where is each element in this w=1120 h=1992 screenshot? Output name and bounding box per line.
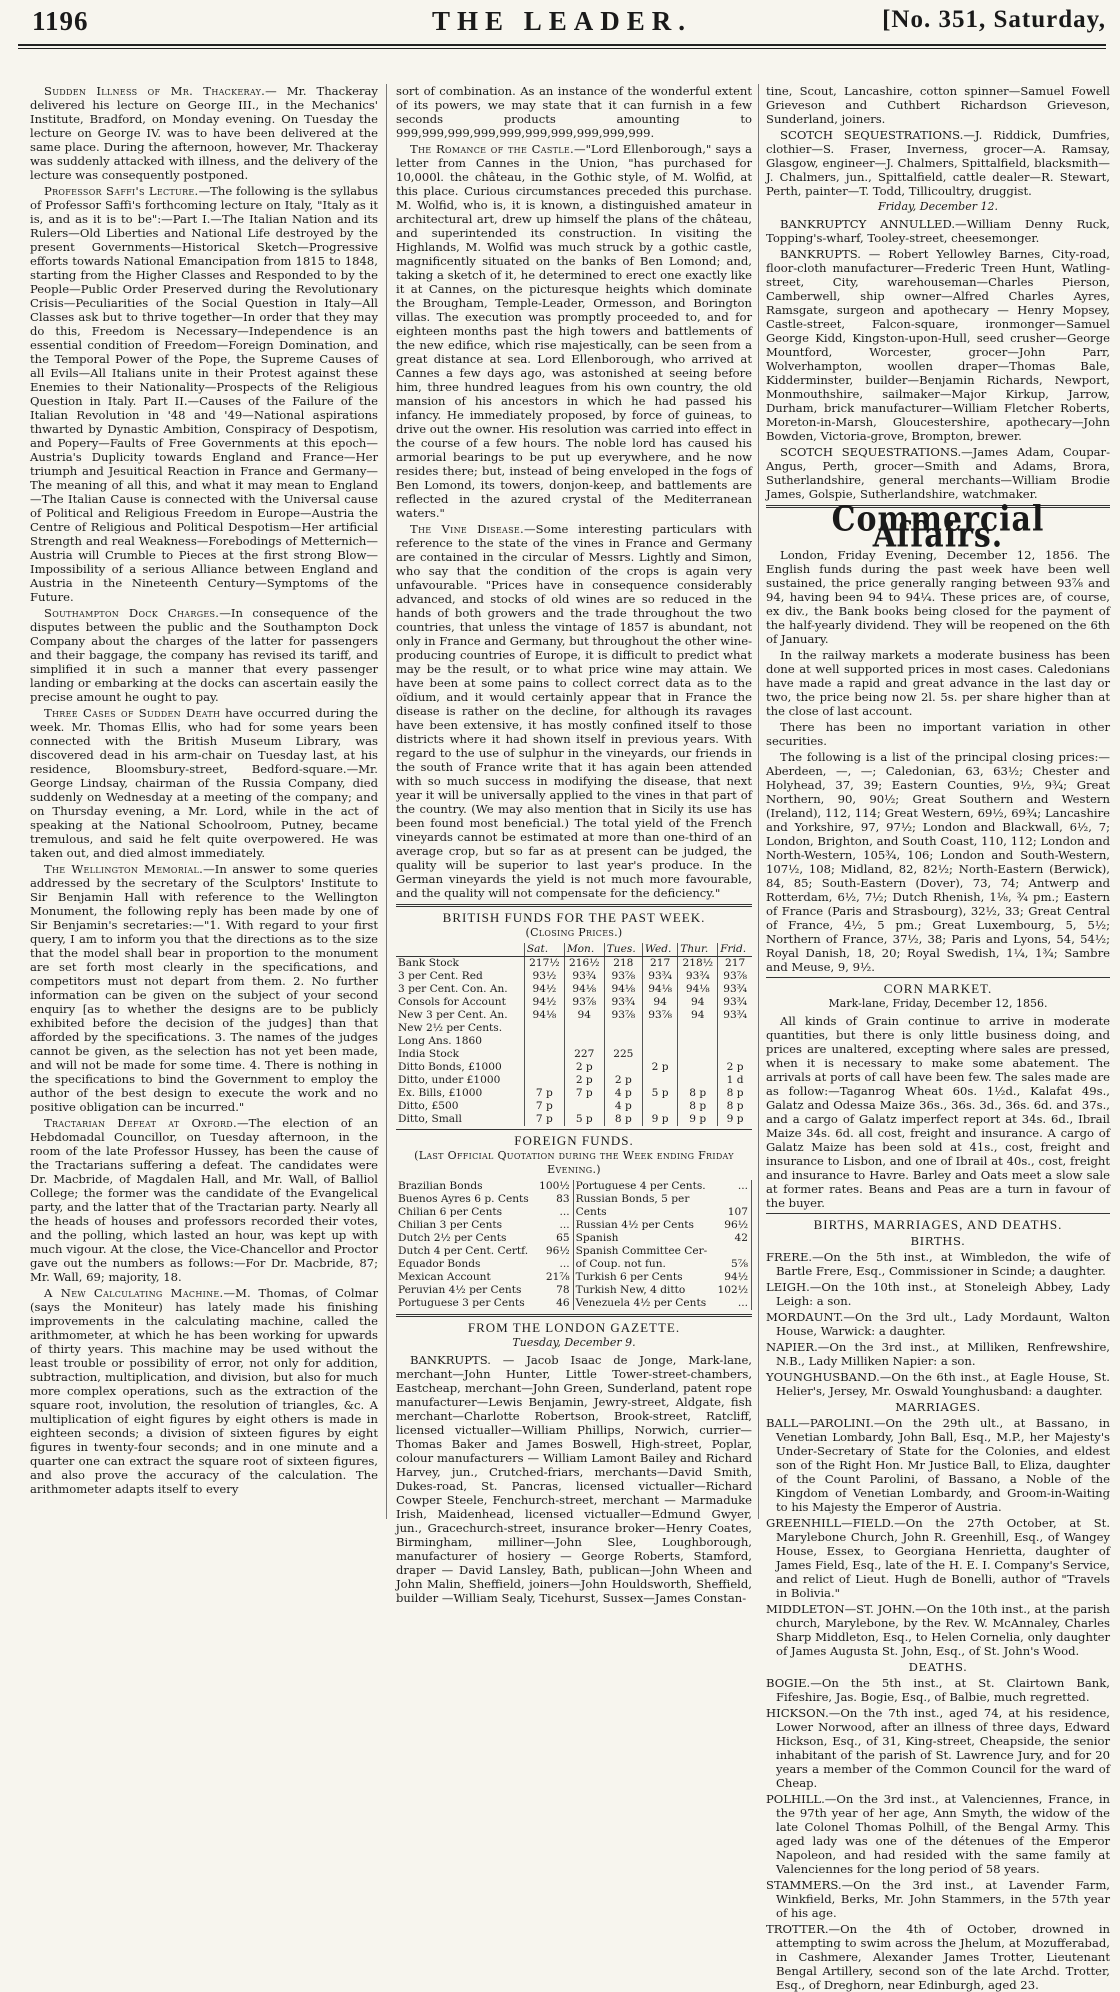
header-rule-thin bbox=[18, 48, 1106, 49]
table-row bbox=[396, 1193, 752, 1206]
fund-name-cell: 3 per Cent. Red bbox=[398, 970, 483, 982]
price-cell: 93½ bbox=[524, 970, 564, 983]
bankruptcy-annulled: BANKRUPTCY ANNULLED.—William Denny Ruck, Topping's-wharf, Tooley-street, cheesemonger. bbox=[766, 217, 1110, 245]
news-paragraph: A New Calculating Machine.—M. Thomas, of Colmar (says the Moniteur) has lately made his finishing improvements in the calculating machine, called the arithmometer, at which he has been working for upwards of thirty years. This machine may be used without the least trouble or possibility of error, not only for addition, subtraction, multiplication, and division, but also for much more complex operations, such as the extraction of the square root, involution, the resolution of triangles, &c. A multiplication of eight figures by eight others is made in eighteen seconds; a division of sixteen figures by eight figures in twenty-four seconds; and in one minute and a quarter one can extract the square root of sixteen figures, and also prove the accuracy of the calculation. The arithmometer adapts itself to every bbox=[30, 1286, 378, 1496]
price-cell bbox=[642, 1100, 677, 1113]
price-cell: ... bbox=[537, 1206, 573, 1219]
price-cell: 102½ bbox=[716, 1284, 752, 1297]
price-cell: 100½ bbox=[537, 1180, 573, 1193]
bond-name-cell: Mexican Account bbox=[398, 1271, 491, 1283]
price-cell: 2 p bbox=[604, 1074, 642, 1087]
price-cell: 46 bbox=[537, 1297, 573, 1310]
price-cell bbox=[564, 1100, 604, 1113]
gazette-bankrupts: BANKRUPTS. — Jacob Isaac de Jonge, Mark-lane, merchant—John Hunter, Little Tower-street-chambers, Eastcheap, merchant—John Green, Sunderland, patent rope manufacturer—Lewis Benjamin, Jewry-street, Aldgate, fish merchant—Charlotte Robertson, Brook-street, Ratcliff, licensed victualler—William Phillips, Norwich, currier—Thomas Baker and James Boswell, High-street, Poplar, colour manufacturers — William Lamont Bailey and Richard Harvey, jun., Crutched-friars, merchants—David Smith, Dukes-road, St. Pancras, licensed victualler—Richard Cowper Steele, Fenchurch-street, merchant — Marmaduke Irish, Maidenhead, licensed victualler—Edmund Gwyer, jun., Gracechurch-street, insurance broker—Henry Coates, Birmingham, milliner—John Slee, Loughborough, manufacturer of hosiery — George Roberts, Stamford, draper — David Lansley, Bath, publican—John Wheen and John Malin, Sheffield, joiners—John Houldsworth, Sheffield, builder —William Sealy, Ticehurst, Sussex—James Constan- bbox=[396, 1353, 752, 1605]
price-cell: 94½ bbox=[524, 996, 564, 1009]
fund-name-cell: India Stock bbox=[398, 1048, 460, 1060]
table-row bbox=[396, 1258, 752, 1271]
table-header-cell: Mon. bbox=[564, 943, 604, 957]
table-row bbox=[396, 1074, 752, 1087]
price-cell: 8 p bbox=[678, 1087, 718, 1100]
british-funds-table bbox=[396, 943, 752, 1126]
price-cell: 5 p bbox=[564, 1113, 604, 1126]
section-rule bbox=[396, 1314, 752, 1317]
foreign-funds-title: FOREIGN FUNDS. bbox=[514, 1133, 634, 1148]
price-cell bbox=[524, 1035, 564, 1048]
funds-title: BRITISH FUNDS FOR THE PAST WEEK. bbox=[442, 910, 706, 925]
price-cell: 7 p bbox=[524, 1100, 564, 1113]
masthead bbox=[18, 4, 1106, 38]
price-cell bbox=[642, 1022, 677, 1035]
list-item: HICKSON.—On the 7th inst., aged 74, at his residence, Lower Norwood, after an illness of three days, Edward Hickson, Esq., of 31, King-street, Cheapside, the senior inhabitant of the parish of St. Lawrence Jury, and for 20 years a member of the Common Council for the ward of Cheap. bbox=[766, 1706, 1110, 1790]
price-cell: 5 p bbox=[642, 1087, 677, 1100]
price-cell bbox=[718, 1022, 752, 1035]
table-row bbox=[396, 1219, 752, 1232]
fund-name-cell: Ex. Bills, £1000 bbox=[398, 1087, 483, 1099]
bond-name-cell: Russian Bonds, 5 per bbox=[575, 1193, 690, 1205]
price-cell bbox=[678, 1074, 718, 1087]
bond-name-cell: Spanish bbox=[575, 1232, 619, 1244]
price-cell: 93¾ bbox=[718, 996, 752, 1009]
page-number: 1196 bbox=[32, 6, 89, 36]
price-cell: ... bbox=[537, 1219, 573, 1232]
commercial-paragraph: In the railway markets a moderate business has been done at well supported prices in most cases. Caledonians have made a rapid and great advance in the last day or two, the price being now 2l. 5s. per share higher than at the close of last account. bbox=[766, 648, 1110, 718]
price-cell: 2 p bbox=[564, 1074, 604, 1087]
price-cell bbox=[642, 1074, 677, 1087]
table-header-row bbox=[396, 943, 752, 957]
price-cell bbox=[716, 1245, 752, 1258]
price-cell: 5⅞ bbox=[716, 1258, 752, 1271]
list-item: MIDDLETON—ST. JOHN.—On the 10th inst., at the parish church, Marylebone, by the Rev. W. McAnnaley, Charles Sharp Middleton, Esq., to Helen Cornelia, only daughter of James Augusta St. John, Esq., of St. John's Wood. bbox=[766, 1602, 1110, 1658]
commercial-affairs-title: Commercial Affairs. bbox=[831, 499, 1045, 556]
bond-name-cell: Cents bbox=[575, 1206, 607, 1218]
price-cell bbox=[604, 1035, 642, 1048]
news-paragraph: The Vine Disease.—Some interesting particulars with reference to the state of the vines in France and Germany are contained in the circular of Messrs. Lightly and Simon, who say that the condition of the crops is again very unfavourable. "Prices have in consequence considerably advanced, and stocks of old wines are so reduced in the hands of both growers and the trade throughout the two countries, that unless the vintage of 1857 is abundant, not only in France and Germany, but throughout the other wine-producing countries of Europe, it is difficult to predict what may be the result, or to what price wine may attain. We have been at some pains to collect correct data as to the oïdium, and it would certainly appear that in France the disease is rather on the decline, for although its ravages have been extensive, it has mostly confined itself to those districts where it had shown itself in previous years. With regard to the use of sulphur in the vineyards, our friends in the south of France write that it has again been attended with so much success in modifying the disease, that next year it will be universally applied to the vines in that part of the country. (We may also mention that in Sicily its use has been found most beneficial.) The total yield of the French vineyards cannot be estimated at more than one-third of an average crop, but so far as at present can be judged, the quality will be superior to last year's produce. In the German vineyards the yield is not much more favourable, and the quality will not compensate for the deficiency." bbox=[396, 522, 752, 900]
table-header-cell bbox=[396, 943, 524, 957]
column-divider bbox=[758, 84, 759, 1519]
bond-name-cell: Equador Bonds bbox=[398, 1258, 481, 1270]
bond-name-cell: Dutch 4 per Cent. Certf. bbox=[398, 1245, 529, 1257]
fund-name-cell: Long Ans. 1860 bbox=[398, 1035, 482, 1047]
price-cell: 107 bbox=[716, 1206, 752, 1219]
scotch-sequestrations: SCOTCH SEQUESTRATIONS.—J. Riddick, Dumfries, clothier—S. Fraser, Inverness, grocer—A. Ramsay, Glasgow, engineer—J. Chalmers, Spittalfield, blacksmith—J. Chalmers, jun., Spittalfield, cattle dealer—R. Stewart, Perth, painter—T. Todd, Tillicoultry, druggist. bbox=[766, 128, 1110, 198]
fund-name-cell: Bank Stock bbox=[398, 957, 459, 969]
foreign-funds-table bbox=[396, 1180, 752, 1310]
price-cell: 94½ bbox=[524, 983, 564, 996]
section-rule bbox=[396, 1129, 752, 1130]
price-cell: 96½ bbox=[537, 1245, 573, 1258]
gazette-title: FROM THE LONDON GAZETTE. bbox=[467, 1320, 681, 1335]
price-cell: 216½ bbox=[564, 957, 604, 971]
table-row bbox=[396, 1297, 752, 1310]
fund-name-cell: 3 per Cent. Con. An. bbox=[398, 983, 508, 995]
news-paragraph: Three Cases of Sudden Death have occurred during the week. Mr. Thomas Ellis, who had for some years been connected with the British Museum Library, was discovered dead in his arm-chair on Tuesday last, at his residence, Bloomsbury-street, Bedford-square.—Mr. George Lindsay, chairman of the Russia Company, died suddenly on Wednesday at a meeting of the company; and on Thursday evening, a Mr. Lord, while in the act of speaking at the National Schoolroom, Putney, became tremulous, and said he felt quite overpowered. He was taken out, and died almost immediately. bbox=[30, 706, 378, 860]
price-cell: 218½ bbox=[678, 957, 718, 971]
marriages-list bbox=[766, 1416, 1110, 1658]
gazette-date: Tuesday, December 9. bbox=[512, 1336, 636, 1349]
fund-name-cell: Ditto Bonds, £1000 bbox=[398, 1061, 502, 1073]
funds-subtitle: (Closing Prices.) bbox=[525, 926, 623, 939]
header-rule bbox=[18, 44, 1106, 46]
table-row bbox=[396, 1113, 752, 1126]
price-cell: 93¾ bbox=[718, 1009, 752, 1022]
price-cell: 2 p bbox=[642, 1061, 677, 1074]
price-cell: 93¾ bbox=[604, 996, 642, 1009]
price-cell: 94⅛ bbox=[564, 983, 604, 996]
bond-name-cell: Buenos Ayres 6 p. Cents bbox=[398, 1193, 529, 1205]
news-paragraph: sort of combination. As an instance of the wonderful extent of its powers, we may state that it can furnish in a few seconds products amounting to 999,999,999,999,999,999,999,999,999,999. bbox=[396, 84, 752, 140]
price-cell: 93⅞ bbox=[604, 1009, 642, 1022]
fund-name-cell: Ditto, under £1000 bbox=[398, 1074, 501, 1086]
list-item: NAPIER.—On the 3rd inst., at Milliken, Renfrewshire, N.B., Lady Milliken Napier: a son. bbox=[766, 1340, 1110, 1368]
bond-name-cell: of Coup. not fun. bbox=[575, 1258, 666, 1270]
price-cell: 93¾ bbox=[678, 970, 718, 983]
price-cell: 9 p bbox=[678, 1113, 718, 1126]
price-cell bbox=[604, 1061, 642, 1074]
price-cell: 7 p bbox=[524, 1113, 564, 1126]
list-item: STAMMERS.—On the 3rd inst., at Lavender Farm, Winkfield, Berks, Mr. John Stammers, in the 57th year of his age. bbox=[766, 1878, 1110, 1920]
table-row bbox=[396, 957, 752, 971]
column-2 bbox=[396, 84, 752, 1605]
list-item: FRERE.—On the 5th inst., at Wimbledon, the wife of Bartle Frere, Esq., Commissioner in Scinde; a daughter. bbox=[766, 1250, 1110, 1278]
price-cell: 96½ bbox=[716, 1219, 752, 1232]
gazette-date: Friday, December 12. bbox=[878, 200, 998, 213]
bond-name-cell: Portuguese 4 per Cents. bbox=[575, 1180, 706, 1192]
bond-name-cell: Peruvian 4½ per Cents bbox=[398, 1284, 522, 1296]
gazette-continued: tine, Scout, Lancashire, cotton spinner—Samuel Fowell Grieveson and Cuthbert Richardson Grieveson, Sunderland, joiners. bbox=[766, 84, 1110, 126]
price-cell bbox=[642, 1048, 677, 1061]
births-list bbox=[766, 1250, 1110, 1398]
price-cell: 93¾ bbox=[564, 970, 604, 983]
table-row bbox=[396, 1232, 752, 1245]
table-row bbox=[396, 1180, 752, 1193]
table-row bbox=[396, 1206, 752, 1219]
price-cell: 94⅛ bbox=[642, 983, 677, 996]
price-cell bbox=[604, 1022, 642, 1035]
deaths-list bbox=[766, 1676, 1110, 1992]
list-item: GREENHILL—FIELD.—On the 27th October, at St. Marylebone Church, John R. Greenhill, Esq., of Wangey House, Essex, to Georgiana Henrietta, daughter of James Field, Esq., late of the H. E. I. Company's Service, and relict of Lieut. Hugh de Bonelli, author of "Travels in Bolivia." bbox=[766, 1516, 1110, 1600]
bond-name-cell: Turkish New, 4 ditto bbox=[575, 1284, 686, 1296]
price-cell: 4 p bbox=[604, 1100, 642, 1113]
commercial-paragraph: The following is a list of the principal closing prices:—Aberdeen, —, —; Caledonian, 63, 63½; Chester and Holyhead, 37, 39; Eastern Counties, 9½, 9¾; Great Northern, 90, 90½; Great Southern and Western (Ireland), 112, 114; Great Western, 69½, 69¾; Lancashire and Yorkshire, 97, 97½; London and Blackwall, 6½, 7; London, Brighton, and South Coast, 110, 112; London and North-Western, 105¾, 106; London and South-Western, 107½, 108; Midland, 82, 82½; North-Eastern (Berwick), 84, 85; South-Eastern (Dover), 73, 74; Antwerp and Rotterdam, 6½, 7½; Dutch Rhenish, 1⅛, ¾ pm.; Eastern of France (Paris and Strasbourg), 32½, 33; Great Central of France, 4½, 5 pm.; Great Luxembourg, 5, 5½; Northern of France, 37½, 38; Paris and Lyons, 54, 54½; Royal Danish, 18, 20; Royal Swedish, 1¼, 1¾; Sambre and Meuse, 9, 9½. bbox=[766, 750, 1110, 974]
column-divider bbox=[386, 84, 387, 1519]
price-cell: 83 bbox=[537, 1193, 573, 1206]
price-cell: ... bbox=[716, 1180, 752, 1193]
price-cell: 94⅛ bbox=[604, 983, 642, 996]
table-row bbox=[396, 1035, 752, 1048]
fund-name-cell: Consols for Account bbox=[398, 996, 506, 1008]
price-cell: 93⅞ bbox=[604, 970, 642, 983]
table-row bbox=[396, 1022, 752, 1035]
price-cell: 93⅞ bbox=[718, 970, 752, 983]
table-header-cell: Wed. bbox=[642, 943, 677, 957]
list-item: YOUNGHUSBAND.—On the 6th inst., at Eagle House, St. Helier's, Jersey, Mr. Oswald Younghusband: a daughter. bbox=[766, 1370, 1110, 1398]
commercial-paragraph: There has been no important variation in other securities. bbox=[766, 720, 1110, 748]
price-cell: 225 bbox=[604, 1048, 642, 1061]
bond-name-cell: Venezuela 4½ per Cents bbox=[575, 1297, 707, 1309]
table-header-cell: Tues. bbox=[604, 943, 642, 957]
price-cell bbox=[564, 1035, 604, 1048]
section-rule bbox=[396, 904, 752, 907]
price-cell: 8 p bbox=[678, 1100, 718, 1113]
price-cell: 8 p bbox=[604, 1113, 642, 1126]
table-row bbox=[396, 1087, 752, 1100]
price-cell: 7 p bbox=[524, 1087, 564, 1100]
table-row bbox=[396, 1271, 752, 1284]
price-cell bbox=[716, 1193, 752, 1206]
news-paragraph: Tractarian Defeat at Oxford.—The election of an Hebdomadal Councillor, on Tuesday afternoon, in the room of the late Professor Hussey, has been the cause of the Tractarians suffering a defeat. The candidates were Dr. Macbride, of Magdalen Hall, and Mr. Wall, of Balliol College; the former was the candidate of the Evangelical party, and the latter that of the Tractarian party. Nearly all the heads of houses and professors recorded their votes, and the polling, which lasted an hour, was kept up with much vigour. At the close, the Vice-Chancellor and Proctor gave out the numbers as follows:—For Dr. Macbride, 87; Mr. Wall, 69; majority, 18. bbox=[30, 1116, 378, 1284]
section-rule bbox=[766, 1213, 1110, 1214]
corn-market-date: Mark-lane, Friday, December 12, 1856. bbox=[828, 997, 1048, 1010]
price-cell: 93⅞ bbox=[642, 1009, 677, 1022]
table-row bbox=[396, 1100, 752, 1113]
price-cell: ... bbox=[537, 1258, 573, 1271]
news-paragraph: The Romance of the Castle.—"Lord Ellenborough," says a letter from Cannes in the Union, "has purchased for 10,000l. the château, in the Gothic style, of M. Wolfid, at this place. Curious circumstances preceded this purchase. M. Wolfid, who is, it is known, a distinguished amateur in architectural art, drew up himself the plans of the château, and superintended its construction. In visiting the Highlands, M. Wolfid was much struck by a gothic castle, magnificently situated on the banks of Ben Lomond; and, taking a sketch of it, he determined to erect one exactly like it at Cannes, on the picturesque heights which dominate the Brougham, Temple-Leader, Ormesson, and Borington villas. The execution was promptly proceeded to, and for eighteen months past the high towers and battlements of the new edifice, which rise majestically, can be seen from a great distance at sea. Lord Ellenborough, who arrived at Cannes a few days ago, was astonished at seeing before him, three hundred leagues from his own country, the old mansion of his ancestors in which he had passed his infancy. He immediately proposed, by force of guineas, to drive out the owner. His resolution was carried into effect in the course of a few hours. The noble lord has caused his armorial bearings to be put up everywhere, and he now resides there; but, instead of being enveloped in the fogs of Ben Lomond, its towers, donjon-keep, and battlements are reflected in the azured crystal of the Mediterranean waters." bbox=[396, 142, 752, 520]
fund-name-cell: New 2½ per Cents. bbox=[398, 1022, 503, 1034]
bond-name-cell: Brazilian Bonds bbox=[398, 1180, 483, 1192]
price-cell bbox=[718, 1048, 752, 1061]
list-item: POLHILL.—On the 3rd inst., at Valenciennes, France, in the 97th year of her age, Ann Smyth, the widow of the late Colonel Thomas Polhill, of the Bengal Army. This aged lady was one of the détenues of the Emperor Napoleon, and had resided with the same family at Valenciennes for the long period of 58 years. bbox=[766, 1792, 1110, 1876]
deaths-heading: DEATHS. bbox=[908, 1660, 968, 1674]
price-cell: 2 p bbox=[718, 1061, 752, 1074]
commercial-paragraph: London, Friday Evening, December 12, 1856. The English funds during the past week have been well sustained, the price generally ranging between 93⅞ and 94, having been 94 to 94¼. These prices are, of course, ex div., the Bank books being closed for the payment of the half-yearly dividend. They will be reopened on the 6th of January. bbox=[766, 548, 1110, 646]
bond-name-cell: Chilian 6 per Cents bbox=[398, 1206, 503, 1218]
table-row bbox=[396, 1284, 752, 1297]
fund-name-cell: New 3 per Cent. An. bbox=[398, 1009, 508, 1021]
list-item: MORDAUNT.—On the 3rd ult., Lady Mordaunt, Walton House, Warwick: a daughter. bbox=[766, 1310, 1110, 1338]
list-item: TROTTER.—On the 4th of October, drowned in attempting to swim across the Jhelum, at Mozufferabad, in Cashmere, Alexander James Trotter, Lieutenant Bengal Artillery, second son of the late Archd. Trotter, Esq., of Dreghorn, near Edinburgh, aged 23. bbox=[766, 1922, 1110, 1992]
price-cell: 93¾ bbox=[642, 970, 677, 983]
price-cell: 227 bbox=[564, 1048, 604, 1061]
table-header-cell: Thur. bbox=[678, 943, 718, 957]
fund-name-cell: Ditto, Small bbox=[398, 1113, 462, 1125]
price-cell bbox=[524, 1074, 564, 1087]
foreign-funds-subtitle: (Last Official Quotation during the Week ending Friday Evening.) bbox=[414, 1149, 734, 1176]
price-cell: 217 bbox=[642, 957, 677, 971]
table-row bbox=[396, 1061, 752, 1074]
price-cell: 94⅛ bbox=[524, 1009, 564, 1022]
newspaper-title: THE LEADER. bbox=[431, 6, 693, 36]
column-1 bbox=[30, 84, 378, 1519]
table-row bbox=[396, 1009, 752, 1022]
bmd-title: BIRTHS, MARRIAGES, AND DEATHS. bbox=[813, 1217, 1063, 1232]
table-row bbox=[396, 996, 752, 1009]
price-cell: 65 bbox=[537, 1232, 573, 1245]
table-row bbox=[396, 1245, 752, 1258]
price-cell: 8 p bbox=[718, 1100, 752, 1113]
table-header-cell: Frid. bbox=[718, 943, 752, 957]
price-cell: 94⅛ bbox=[678, 983, 718, 996]
column-3 bbox=[766, 84, 1110, 1992]
bond-name-cell: Portuguese 3 per Cents bbox=[398, 1297, 525, 1309]
issue-number: [No. 351, Saturday, bbox=[882, 6, 1106, 33]
price-cell: 93⅞ bbox=[564, 996, 604, 1009]
table-header-cell: Sat. bbox=[524, 943, 564, 957]
price-cell: 8 p bbox=[718, 1087, 752, 1100]
price-cell: 94 bbox=[642, 996, 677, 1009]
price-cell: 94 bbox=[564, 1009, 604, 1022]
corn-market-report: All kinds of Grain continue to arrive in moderate quantities, but there is only little business doing, and prices are unaltered, excepting where sales are pressed, when it is necessary to make some abatement. The arrivals at ports of call have been few. The sales made are as follow:—Taganrog Wheat 60s. 1½d., Kalafat 49s., Galatz and Odessa Maize 36s., 36s. 3d., 36s. 6d. and 37s., and a cargo of Galatz imperfect report at 34s. 6d., Ibrail Maize 34s. 6d. all cost, freight and insurance. A cargo of Galatz Maize has been sold at 41s., cost, freight and insurance to Lisbon, and one of Ibrail at 40s., cost, freight and insurance to Havre. Barley and Oats meet a slow sale at former rates. Beans and Peas are a turn in favour of the buyer. bbox=[766, 1014, 1110, 1210]
news-paragraph: Southampton Dock Charges.—In consequence of the disputes between the public and the Southampton Dock Company about the charges of the latter for passengers and their baggage, the company has revised its tariff, and simplified it in such a manner that every passenger landing or embarking at the docks can ascertain easily the precise amount he ought to pay. bbox=[30, 606, 379, 704]
list-item: LEIGH.—On the 10th inst., at Stoneleigh Abbey, Lady Leigh: a son. bbox=[766, 1280, 1110, 1308]
price-cell bbox=[524, 1022, 564, 1035]
price-cell: 93¾ bbox=[718, 983, 752, 996]
price-cell: 7 p bbox=[564, 1087, 604, 1100]
price-cell: 94 bbox=[678, 1009, 718, 1022]
scotch-sequestrations: SCOTCH SEQUESTRATIONS.—James Adam, Coupar-Angus, Perth, grocer—Smith and Adams, Brora, Sutherlandshire, general merchants—William Brodie James, Golspie, Sutherlandshire, watchmaker. bbox=[766, 445, 1110, 501]
births-heading: BIRTHS. bbox=[910, 1234, 966, 1248]
price-cell bbox=[524, 1048, 564, 1061]
price-cell: 94 bbox=[678, 996, 718, 1009]
corn-market-title: CORN MARKET. bbox=[883, 981, 993, 996]
price-cell: 94½ bbox=[716, 1271, 752, 1284]
list-item: BALL—PAROLINI.—On the 29th ult., at Bassano, in Venetian Lombardy, John Ball, Esq., M.P., her Majesty's Under-Secretary of State for the Colonies, and eldest son of the Right Hon. Mr Justice Ball, to Eliza, daughter of the Count Parolini, of Bassano, a Noble of the Kingdom of Venetian Lombardy, and Groom-in-Waiting to his Majesty the Emperor of Austria. bbox=[766, 1416, 1110, 1514]
news-paragraph: Professor Saffi's Lecture.—The following is the syllabus of Professor Saffi's forthcoming lecture on Italy, "Italy as it is, and as it is to be":—Part I.—The Italian Nation and its Rulers—Old Liberties and National Life destroyed by the present Governments—Historical Sketch—Progressive efforts towards National Emancipation from 1815 to 1848, starting from the Higher Classes and Responded to by the People—Public Order Preserved during the Revolutionary Crisis—Peculiarities of the Social Question in Italy—All Classes ask but to thrive together—In order that they may do this, Freedom is Necessary—Independence is an essential condition of Freedom—Foreign Domination, and the Temporal Power of the Pope, the Supreme Causes of all Evils—All Italians unite in their Protest against these Enemies to their Nationality—Prospects of the Religious Question in Italy. Part II.—Causes of the Failure of the Italian Revolution in '48 and '49—National aspirations thwarted by Dynastic Ambition, Conspiracy of Despotism, and Popery—Faults of Free Governments at this epoch—Austria's Duplicity towards England and France—Her triumph and Jesuitical Reaction in France and Germany—The meaning of all this, and what it may mean to England—The Italian Cause is connected with the Universal cause of Political and Religious Freedom in Europe—Austria the Centre of Religious and Political Despotism—Her artificial Strength and real Weakness—Forebodings of Metternich—Austria will Crumble to Pieces at the first strong Blow—Impossibility of a serious Alliance between England and Austria in the Nineteenth Century—Symptoms of the Future. bbox=[30, 184, 378, 604]
news-paragraph: Sudden Illness of Mr. Thackeray.— Mr. Thackeray delivered his lecture on George III., in the Mechanics' Institute, Bradford, on Monday evening. On Tuesday the lecture on George IV. was to have been delivered at the same place. During the afternoon, however, Mr. Thackeray was suddenly attacked with illness, and the delivery of the lecture was consequently postponed. bbox=[30, 84, 378, 182]
price-cell: 217½ bbox=[524, 957, 564, 971]
price-cell bbox=[678, 1061, 718, 1074]
bond-name-cell: Russian 4½ per Cents bbox=[575, 1219, 694, 1231]
table-row bbox=[396, 970, 752, 983]
price-cell: 1 d bbox=[718, 1074, 752, 1087]
price-cell: 9 p bbox=[642, 1113, 677, 1126]
price-cell bbox=[642, 1035, 677, 1048]
bond-name-cell: Dutch 2½ per Cents bbox=[398, 1232, 507, 1244]
price-cell: 218 bbox=[604, 957, 642, 971]
price-cell bbox=[718, 1035, 752, 1048]
price-cell: 42 bbox=[716, 1232, 752, 1245]
fund-name-cell: Ditto, £500 bbox=[398, 1100, 459, 1112]
gazette-bankrupts: BANKRUPTS. — Robert Yellowley Barnes, City-road, floor-cloth manufacturer—Frederic Treen Hunt, Watling-street, City, warehouseman—Charles Pierson, Camberwell, ship owner—Alfred Charles Ayres, Ramsgate, surgeon and apothecary — Henry Mopsey, Castle-street, Falcon-square, ironmonger—Samuel George Kidd, Kingston-upon-Hull, seed crusher—George Mountford, Worcester, grocer—John Parr, Wolverhampton, woollen draper—Thomas Bale, Kidderminster, builder—Benjamin Richards, Newport, Monmouthshire, sailmaker—Major Kirkup, Jarrow, Durham, brick manufacturer—William Fletcher Roberts, Moreton-in-Marsh, Gloucestershire, apothecary—John Bowden, Victoria-grove, Brompton, brewer. bbox=[766, 247, 1110, 443]
price-cell: 2 p bbox=[564, 1061, 604, 1074]
price-cell bbox=[678, 1035, 718, 1048]
price-cell: 21⅞ bbox=[537, 1271, 573, 1284]
news-paragraph: The Wellington Memorial.—In answer to some queries addressed by the secretary of the Sculptors' Institute to Sir Benjamin Hall with reference to the Wellington Monument, the following reply has been made by one of Sir Benjamin's secretaries:—"1. With regard to your first query, I am to inform you that the directions as to the size that the model shall bear in proportion to the monument are set forth most clearly in the specifications, and competitors must not depart from them. 2. No further information can be given on the subject of your second enquiry [as to whether the designs are to be publicly exhibited before the decision of the judges] than that afforded by the specifications. 3. The names of the judges cannot be given, as the selection has not yet been made, and will not be made for some time. 4. There is nothing in the specifications to bind the Government to employ the author of the best design to execute the work and no positive obligation can be incurred." bbox=[30, 862, 378, 1114]
price-cell: ... bbox=[716, 1297, 752, 1310]
section-rule bbox=[766, 977, 1110, 978]
bond-name-cell: Chilian 3 per Cents bbox=[398, 1219, 503, 1231]
bond-name-cell: Turkish 6 per Cents bbox=[575, 1271, 683, 1283]
price-cell: 4 p bbox=[604, 1087, 642, 1100]
price-cell bbox=[524, 1061, 564, 1074]
table-row bbox=[396, 1048, 752, 1061]
bond-name-cell: Spanish Committee Cer- bbox=[575, 1245, 708, 1257]
marriages-heading: MARRIAGES. bbox=[895, 1400, 981, 1414]
table-row bbox=[396, 983, 752, 996]
price-cell: 9 p bbox=[718, 1113, 752, 1126]
price-cell: 78 bbox=[537, 1284, 573, 1297]
price-cell: 217 bbox=[718, 957, 752, 971]
price-cell bbox=[678, 1048, 718, 1061]
price-cell bbox=[678, 1022, 718, 1035]
list-item: BOGIE.—On the 5th inst., at St. Clairtown Bank, Fifeshire, Jas. Bogie, Esq., of Balbie, much regretted. bbox=[766, 1676, 1110, 1704]
price-cell bbox=[564, 1022, 604, 1035]
